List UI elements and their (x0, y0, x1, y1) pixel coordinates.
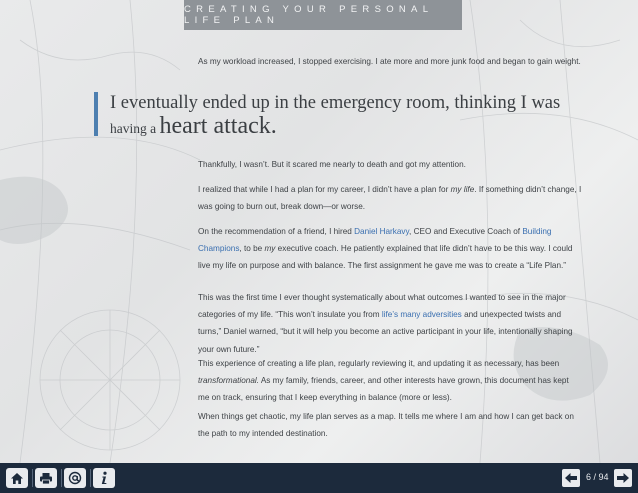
emphasis-text: transformational. (198, 376, 259, 386)
text-run: and unexpected twists and turns,” Daniel warned, “but it will help you become an active participant in your life, intentionally shaping your own future.” (198, 310, 573, 354)
navigation-footer (0, 463, 638, 493)
info-button[interactable] (93, 468, 115, 488)
footer-divider (61, 469, 62, 487)
text-run: , CEO and Executive Coach of (409, 227, 521, 236)
text-run: I realized that while I had a plan for my career, I didn’t have a plan for (198, 185, 449, 194)
pull-quote (94, 92, 561, 139)
home-button[interactable] (6, 468, 28, 488)
page-indicator: 6 / 94 (586, 472, 609, 482)
next-page-button[interactable] (614, 469, 632, 487)
info-icon (98, 471, 110, 485)
paragraph (198, 408, 582, 442)
home-icon (10, 472, 24, 485)
paragraph (198, 53, 582, 70)
paragraph (198, 289, 582, 358)
paragraph-text: As my workload increased, I stopped exercising. I ate more and more junk food and began to gain weight. (198, 57, 581, 66)
emphasis-text: my (264, 244, 276, 254)
paragraph (198, 181, 582, 215)
pull-quote-line-1: I eventually ended up in the emergency room, thinking I was (110, 93, 561, 113)
paragraph (198, 156, 582, 173)
text-run: This experience of creating a life plan, regularly reviewing it, and updating it as necessary, has been (198, 359, 560, 368)
pull-quote-period: . (270, 113, 277, 139)
email-icon (68, 471, 82, 485)
footer-divider (32, 469, 33, 487)
link-lifes-many-adversities[interactable]: life’s many adversities (381, 310, 462, 320)
footer-divider (90, 469, 91, 487)
text-run: As my family, friends, career, and other interests have grown, this document has kept me on track, ensuring that I keep everything in balance (more or less). (198, 376, 569, 403)
link-building-champions[interactable]: Building Champions (198, 227, 552, 254)
paragraph (198, 355, 582, 407)
email-button[interactable] (64, 468, 86, 488)
text-run: , to be (239, 244, 263, 254)
paragraph-text: Thankfully, I wasn’t. But it scared me nearly to death and got my attention. (198, 160, 466, 169)
next-arrow-icon (616, 472, 630, 484)
pull-quote-lead: having a (110, 121, 157, 136)
text-run: On the recommendation of a friend, I hired (198, 227, 352, 236)
text-run: This was the first time I ever thought systematically about what outcomes I wanted to see in the major categories of my life. “This won’t insulate you from (198, 293, 566, 320)
print-button[interactable] (35, 468, 57, 488)
link-daniel-harkavy[interactable]: Daniel Harkavy (354, 227, 410, 236)
prev-arrow-icon (564, 472, 578, 484)
pull-quote-line-2 (110, 114, 560, 141)
paragraph-text: When things get chaotic, my life plan serves as a map. It tells me where I am and how I can get back on the path to my intended destination. (198, 412, 574, 439)
paragraph-text (198, 181, 582, 215)
text-run: executive coach. He patiently explained that life didn’t have to be this way. I could live my life on purpose and with balance. The first assignment he gave me was to create a “Life Plan.” (198, 244, 573, 271)
chapter-title: CREATING YOUR PERSONAL LIFE PLAN (184, 4, 433, 26)
paragraph-text (198, 355, 582, 407)
paragraph (198, 223, 582, 275)
paragraph-text (198, 223, 582, 275)
text-run: . If something didn’t change, I was going to burn out, break down—or worse. (198, 185, 582, 212)
print-icon (39, 472, 53, 485)
emphasis-text: my life (450, 185, 475, 194)
previous-page-button[interactable] (562, 469, 580, 487)
paragraph-text (198, 289, 582, 358)
pull-quote-emphasis: heart attack (159, 113, 271, 139)
chapter-header (184, 0, 462, 30)
